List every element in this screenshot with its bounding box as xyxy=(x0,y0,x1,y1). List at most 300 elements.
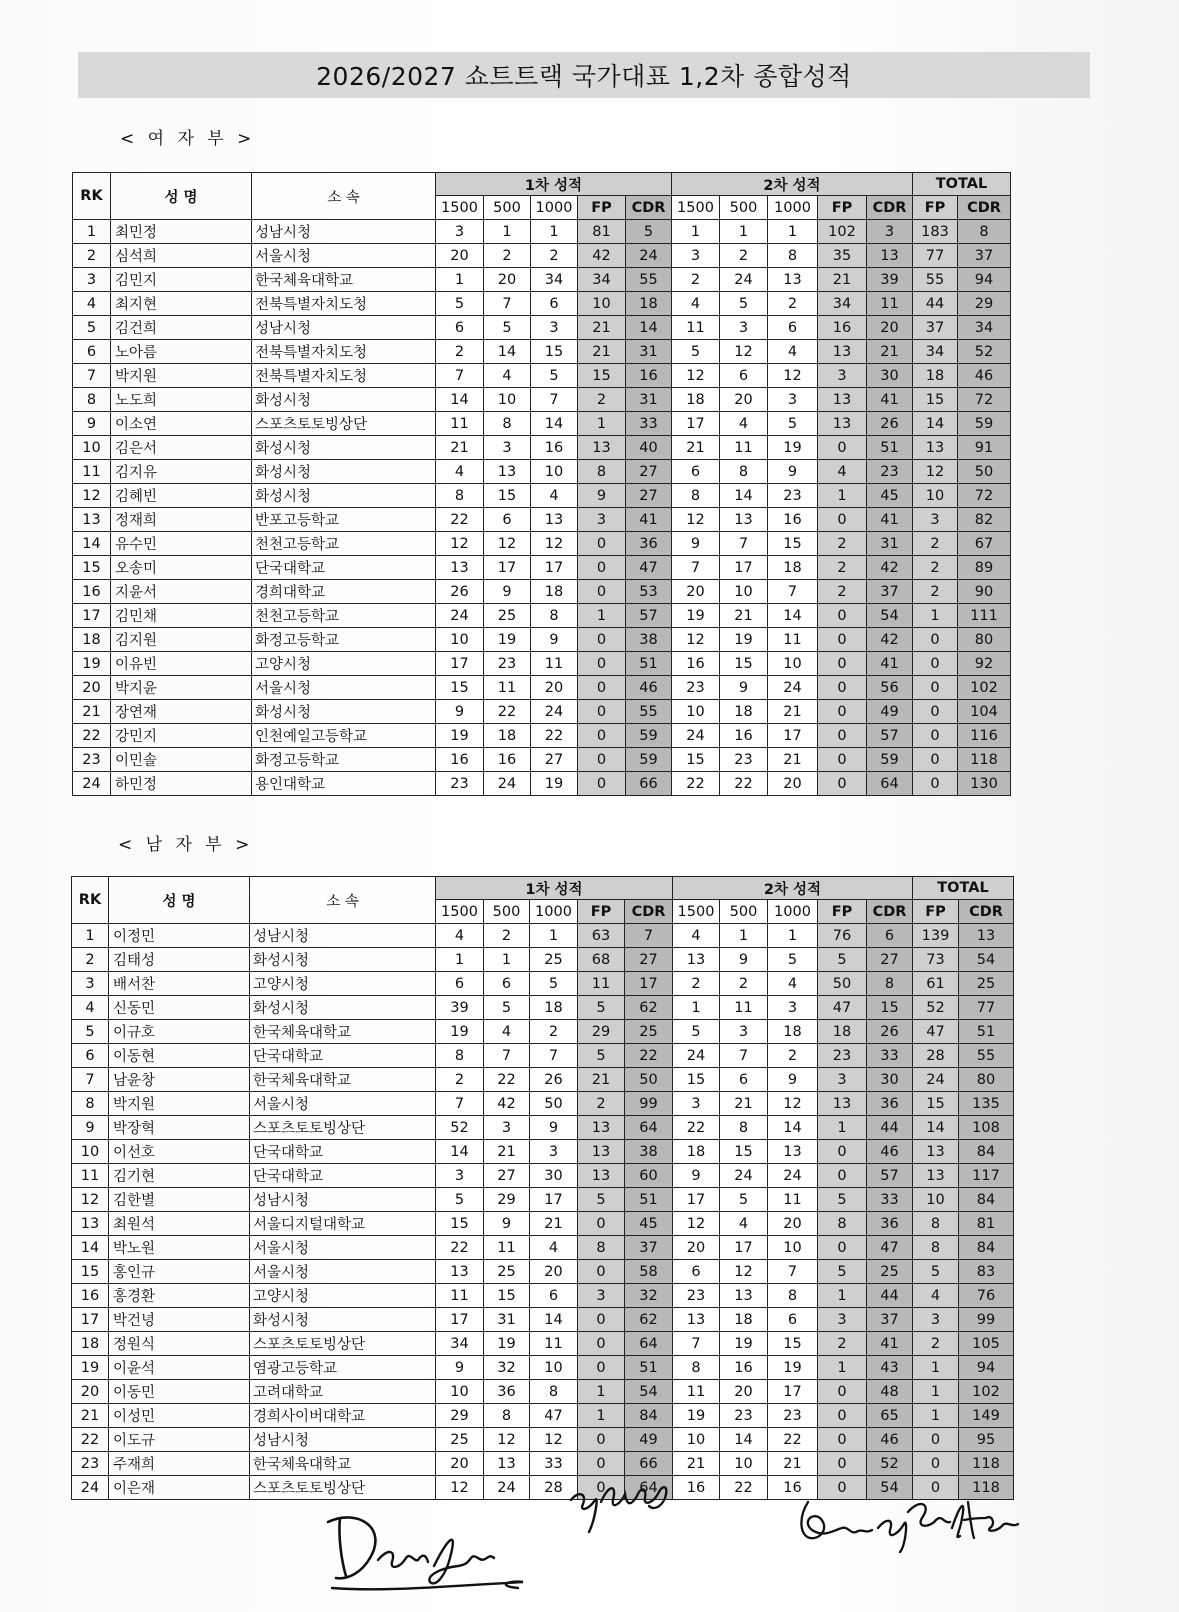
round2-cdr-cell: 64 xyxy=(867,772,913,796)
total-fp-cell: 47 xyxy=(913,1020,959,1044)
table-row xyxy=(73,532,1011,556)
round1-fp-cell: 0 xyxy=(578,580,626,604)
header-r1-fp: FP xyxy=(578,196,626,220)
round2-cdr-cell: 45 xyxy=(867,484,913,508)
total-fp-cell: 13 xyxy=(913,1140,959,1164)
team-cell: 성남시청 xyxy=(250,924,436,948)
table-row xyxy=(73,748,1011,772)
round2-500-cell: 24 xyxy=(720,1164,768,1188)
rank-cell: 15 xyxy=(73,556,111,580)
round1-cdr-cell: 24 xyxy=(626,244,672,268)
round1-1000-cell: 16 xyxy=(531,436,578,460)
round1-cdr-cell: 49 xyxy=(625,1428,673,1452)
round2-1500-cell: 21 xyxy=(673,1452,720,1476)
header-total: TOTAL xyxy=(913,877,1014,900)
rank-cell: 24 xyxy=(72,1476,109,1500)
name-cell: 배서찬 xyxy=(109,972,250,996)
round2-cdr-cell: 46 xyxy=(867,1428,913,1452)
round1-500-cell: 5 xyxy=(484,996,530,1020)
round2-1500-cell: 8 xyxy=(673,1356,720,1380)
round1-1500-cell: 52 xyxy=(436,1116,484,1140)
round2-cdr-cell: 25 xyxy=(867,1260,913,1284)
total-fp-cell: 55 xyxy=(913,268,958,292)
round1-fp-cell: 5 xyxy=(578,996,625,1020)
round2-fp-cell: 5 xyxy=(818,1260,867,1284)
round1-cdr-cell: 37 xyxy=(625,1236,673,1260)
total-cdr-cell: 51 xyxy=(959,1020,1014,1044)
name-cell: 이정민 xyxy=(109,924,250,948)
rank-cell: 2 xyxy=(73,244,111,268)
round2-500-cell: 18 xyxy=(720,700,768,724)
team-cell: 화성시청 xyxy=(250,996,436,1020)
table-row xyxy=(73,340,1011,364)
round2-cdr-cell: 65 xyxy=(867,1404,913,1428)
total-cdr-cell: 118 xyxy=(959,1476,1014,1500)
round1-1500-cell: 21 xyxy=(436,436,484,460)
round2-1500-cell: 13 xyxy=(673,948,720,972)
table-row xyxy=(72,1068,1014,1092)
round2-fp-cell: 1 xyxy=(818,1356,867,1380)
round2-1500-cell: 12 xyxy=(672,508,720,532)
table-row xyxy=(72,996,1014,1020)
round2-cdr-cell: 33 xyxy=(867,1188,913,1212)
team-cell: 서울시청 xyxy=(250,1260,436,1284)
round2-1000-cell: 4 xyxy=(768,972,818,996)
name-cell: 주재희 xyxy=(109,1452,250,1476)
round2-1000-cell: 18 xyxy=(768,556,818,580)
round1-1500-cell: 3 xyxy=(436,1164,484,1188)
header-round1: 1차 성적 xyxy=(436,173,672,196)
round2-cdr-cell: 44 xyxy=(867,1116,913,1140)
round1-cdr-cell: 50 xyxy=(625,1068,673,1092)
round2-fp-cell: 34 xyxy=(818,292,867,316)
total-cdr-cell: 89 xyxy=(958,556,1011,580)
round2-1000-cell: 11 xyxy=(768,628,818,652)
round2-1000-cell: 10 xyxy=(768,652,818,676)
header-r2-1500: 1500 xyxy=(673,900,720,924)
total-fp-cell: 10 xyxy=(913,484,958,508)
round2-fp-cell: 23 xyxy=(818,1044,867,1068)
table-row xyxy=(72,1116,1014,1140)
round2-1000-cell: 12 xyxy=(768,364,818,388)
round1-500-cell: 42 xyxy=(484,1092,530,1116)
team-cell: 성남시청 xyxy=(250,1188,436,1212)
name-cell: 이유빈 xyxy=(111,652,252,676)
name-cell: 이민솔 xyxy=(111,748,252,772)
round1-cdr-cell: 64 xyxy=(625,1332,673,1356)
round1-fp-cell: 1 xyxy=(578,412,626,436)
round2-1500-cell: 11 xyxy=(673,1380,720,1404)
round1-cdr-cell: 38 xyxy=(625,1140,673,1164)
rank-cell: 5 xyxy=(73,316,111,340)
rank-cell: 10 xyxy=(73,436,111,460)
round2-1000-cell: 5 xyxy=(768,948,818,972)
header-row-groups xyxy=(73,173,1011,196)
round1-cdr-cell: 57 xyxy=(626,604,672,628)
name-cell: 최지현 xyxy=(111,292,252,316)
round1-fp-cell: 10 xyxy=(578,292,626,316)
name-cell: 김태성 xyxy=(109,948,250,972)
round2-cdr-cell: 41 xyxy=(867,508,913,532)
round2-cdr-cell: 15 xyxy=(867,996,913,1020)
round2-500-cell: 9 xyxy=(720,676,768,700)
round1-500-cell: 11 xyxy=(484,676,531,700)
round1-fp-cell: 13 xyxy=(578,1140,625,1164)
round1-1500-cell: 19 xyxy=(436,724,484,748)
round1-cdr-cell: 64 xyxy=(625,1116,673,1140)
round1-1000-cell: 8 xyxy=(531,604,578,628)
round1-cdr-cell: 54 xyxy=(625,1380,673,1404)
total-cdr-cell: 105 xyxy=(959,1332,1014,1356)
team-cell: 고려대학교 xyxy=(250,1380,436,1404)
name-cell: 이선호 xyxy=(109,1140,250,1164)
name-cell: 김지유 xyxy=(111,460,252,484)
total-fp-cell: 3 xyxy=(913,508,958,532)
rank-cell: 5 xyxy=(72,1020,109,1044)
round2-500-cell: 1 xyxy=(720,220,768,244)
total-fp-cell: 2 xyxy=(913,1332,959,1356)
round1-500-cell: 18 xyxy=(484,724,531,748)
total-fp-cell: 0 xyxy=(913,1452,959,1476)
rank-cell: 8 xyxy=(73,388,111,412)
round2-fp-cell: 76 xyxy=(818,924,867,948)
round2-1500-cell: 2 xyxy=(673,972,720,996)
round1-1000-cell: 12 xyxy=(531,532,578,556)
round2-1000-cell: 21 xyxy=(768,700,818,724)
round2-1000-cell: 24 xyxy=(768,1164,818,1188)
total-cdr-cell: 117 xyxy=(959,1164,1014,1188)
round1-cdr-cell: 58 xyxy=(625,1260,673,1284)
team-cell: 경희대학교 xyxy=(252,580,436,604)
table-row xyxy=(72,1380,1014,1404)
total-fp-cell: 13 xyxy=(913,1164,959,1188)
round2-fp-cell: 0 xyxy=(818,772,867,796)
round1-1500-cell: 8 xyxy=(436,484,484,508)
header-name: 성 명 xyxy=(111,173,252,220)
round2-fp-cell: 102 xyxy=(818,220,867,244)
round2-1500-cell: 15 xyxy=(672,748,720,772)
round1-500-cell: 17 xyxy=(484,556,531,580)
round1-1000-cell: 8 xyxy=(530,1380,578,1404)
table-row xyxy=(72,1020,1014,1044)
round1-500-cell: 22 xyxy=(484,700,531,724)
round2-cdr-cell: 13 xyxy=(867,244,913,268)
round2-1500-cell: 5 xyxy=(673,1020,720,1044)
round1-cdr-cell: 38 xyxy=(626,628,672,652)
round2-fp-cell: 18 xyxy=(818,1020,867,1044)
round2-1500-cell: 18 xyxy=(673,1140,720,1164)
round1-500-cell: 20 xyxy=(484,268,531,292)
table-row xyxy=(72,1428,1014,1452)
table-row xyxy=(73,388,1011,412)
table-row xyxy=(73,460,1011,484)
round2-1500-cell: 6 xyxy=(672,460,720,484)
name-cell: 지윤서 xyxy=(111,580,252,604)
round2-500-cell: 19 xyxy=(720,1332,768,1356)
round1-fp-cell: 2 xyxy=(578,1092,625,1116)
round2-1000-cell: 4 xyxy=(768,340,818,364)
round1-1000-cell: 2 xyxy=(530,1020,578,1044)
round1-fp-cell: 1 xyxy=(578,1404,625,1428)
rank-cell: 14 xyxy=(73,532,111,556)
round1-1500-cell: 11 xyxy=(436,412,484,436)
total-fp-cell: 37 xyxy=(913,316,958,340)
round1-1500-cell: 24 xyxy=(436,604,484,628)
round2-fp-cell: 5 xyxy=(818,1188,867,1212)
round1-1000-cell: 7 xyxy=(531,388,578,412)
round2-500-cell: 17 xyxy=(720,1236,768,1260)
round1-1500-cell: 22 xyxy=(436,1236,484,1260)
signature-left xyxy=(318,1488,533,1600)
round1-1000-cell: 18 xyxy=(531,580,578,604)
round1-1000-cell: 34 xyxy=(531,268,578,292)
round2-cdr-cell: 41 xyxy=(867,1332,913,1356)
total-cdr-cell: 80 xyxy=(958,628,1011,652)
name-cell: 강민지 xyxy=(111,724,252,748)
round1-cdr-cell: 27 xyxy=(626,460,672,484)
rank-cell: 8 xyxy=(72,1092,109,1116)
rank-cell: 23 xyxy=(72,1452,109,1476)
team-cell: 화성시청 xyxy=(250,1308,436,1332)
round2-500-cell: 11 xyxy=(720,996,768,1020)
total-cdr-cell: 46 xyxy=(958,364,1011,388)
round2-cdr-cell: 36 xyxy=(867,1212,913,1236)
round2-1500-cell: 12 xyxy=(673,1212,720,1236)
round2-500-cell: 12 xyxy=(720,1260,768,1284)
round1-500-cell: 24 xyxy=(484,1476,530,1500)
women-section-label: < 여 자 부 > xyxy=(120,129,256,149)
team-cell: 천천고등학교 xyxy=(252,604,436,628)
round1-fp-cell: 0 xyxy=(578,772,626,796)
header-r2-fp: FP xyxy=(818,196,867,220)
table-row xyxy=(73,316,1011,340)
round2-fp-cell: 0 xyxy=(818,628,867,652)
total-fp-cell: 2 xyxy=(913,532,958,556)
name-cell: 최민정 xyxy=(111,220,252,244)
round2-1500-cell: 4 xyxy=(673,924,720,948)
round1-fp-cell: 0 xyxy=(578,652,626,676)
round2-1000-cell: 14 xyxy=(768,1116,818,1140)
round1-1500-cell: 2 xyxy=(436,1068,484,1092)
table-row xyxy=(72,1044,1014,1068)
header-total-cdr: CDR xyxy=(959,900,1014,924)
round1-cdr-cell: 66 xyxy=(626,772,672,796)
header-total-fp: FP xyxy=(913,900,959,924)
round2-1000-cell: 17 xyxy=(768,724,818,748)
total-cdr-cell: 90 xyxy=(958,580,1011,604)
header-r1-cdr: CDR xyxy=(626,196,672,220)
round1-fp-cell: 0 xyxy=(578,628,626,652)
team-cell: 단국대학교 xyxy=(252,556,436,580)
table-row xyxy=(73,508,1011,532)
round1-cdr-cell: 55 xyxy=(626,700,672,724)
round1-500-cell: 8 xyxy=(484,412,531,436)
round1-fp-cell: 3 xyxy=(578,1284,625,1308)
round2-500-cell: 15 xyxy=(720,652,768,676)
round1-1500-cell: 23 xyxy=(436,772,484,796)
round1-1000-cell: 14 xyxy=(531,412,578,436)
total-cdr-cell: 130 xyxy=(958,772,1011,796)
round1-1500-cell: 6 xyxy=(436,316,484,340)
total-fp-cell: 15 xyxy=(913,388,958,412)
round1-1000-cell: 13 xyxy=(531,508,578,532)
header-r1-1000: 1000 xyxy=(531,196,578,220)
total-fp-cell: 0 xyxy=(913,772,958,796)
round1-fp-cell: 21 xyxy=(578,316,626,340)
round2-500-cell: 10 xyxy=(720,1452,768,1476)
name-cell: 박장혁 xyxy=(109,1116,250,1140)
round1-500-cell: 5 xyxy=(484,316,531,340)
round2-1500-cell: 8 xyxy=(672,484,720,508)
total-fp-cell: 2 xyxy=(913,580,958,604)
round2-1000-cell: 1 xyxy=(768,220,818,244)
total-fp-cell: 13 xyxy=(913,436,958,460)
round2-1000-cell: 15 xyxy=(768,532,818,556)
round2-cdr-cell: 41 xyxy=(867,652,913,676)
round2-fp-cell: 0 xyxy=(818,1476,867,1500)
round2-1500-cell: 13 xyxy=(673,1308,720,1332)
team-cell: 단국대학교 xyxy=(250,1164,436,1188)
round1-cdr-cell: 62 xyxy=(625,996,673,1020)
total-cdr-cell: 84 xyxy=(959,1188,1014,1212)
round2-fp-cell: 0 xyxy=(818,1404,867,1428)
rank-cell: 11 xyxy=(73,460,111,484)
round1-500-cell: 22 xyxy=(484,1068,530,1092)
round1-1500-cell: 7 xyxy=(436,1092,484,1116)
total-fp-cell: 5 xyxy=(913,1260,959,1284)
round1-1000-cell: 22 xyxy=(531,724,578,748)
round2-fp-cell: 3 xyxy=(818,1308,867,1332)
round1-cdr-cell: 18 xyxy=(626,292,672,316)
round1-1000-cell: 47 xyxy=(530,1404,578,1428)
total-fp-cell: 1 xyxy=(913,1404,959,1428)
header-total: TOTAL xyxy=(913,173,1011,196)
round2-500-cell: 14 xyxy=(720,1428,768,1452)
total-cdr-cell: 13 xyxy=(959,924,1014,948)
round2-1500-cell: 12 xyxy=(672,364,720,388)
round2-cdr-cell: 47 xyxy=(867,1236,913,1260)
round2-1500-cell: 3 xyxy=(672,244,720,268)
round1-500-cell: 31 xyxy=(484,1308,530,1332)
round1-1000-cell: 21 xyxy=(530,1212,578,1236)
round1-fp-cell: 0 xyxy=(578,556,626,580)
name-cell: 박지원 xyxy=(111,364,252,388)
round1-1000-cell: 14 xyxy=(530,1308,578,1332)
round1-fp-cell: 0 xyxy=(578,748,626,772)
team-cell: 서울시청 xyxy=(250,1236,436,1260)
table-row xyxy=(73,628,1011,652)
round2-fp-cell: 16 xyxy=(818,316,867,340)
rank-cell: 3 xyxy=(72,972,109,996)
round2-cdr-cell: 52 xyxy=(867,1452,913,1476)
round2-500-cell: 15 xyxy=(720,1140,768,1164)
round1-fp-cell: 1 xyxy=(578,604,626,628)
name-cell: 이은재 xyxy=(109,1476,250,1500)
header-total-cdr: CDR xyxy=(958,196,1011,220)
team-cell: 화성시청 xyxy=(252,436,436,460)
round1-1000-cell: 9 xyxy=(530,1116,578,1140)
round2-1000-cell: 11 xyxy=(768,1188,818,1212)
rank-cell: 17 xyxy=(73,604,111,628)
round2-1000-cell: 16 xyxy=(768,1476,818,1500)
round1-1500-cell: 1 xyxy=(436,268,484,292)
rank-cell: 10 xyxy=(72,1140,109,1164)
round1-1500-cell: 10 xyxy=(436,628,484,652)
total-fp-cell: 61 xyxy=(913,972,959,996)
round1-1000-cell: 20 xyxy=(530,1260,578,1284)
table-row xyxy=(72,948,1014,972)
round2-fp-cell: 0 xyxy=(818,1164,867,1188)
round2-fp-cell: 2 xyxy=(818,556,867,580)
round2-fp-cell: 47 xyxy=(818,996,867,1020)
round1-1500-cell: 6 xyxy=(436,972,484,996)
round2-1500-cell: 3 xyxy=(673,1092,720,1116)
round2-cdr-cell: 46 xyxy=(867,1140,913,1164)
round2-fp-cell: 13 xyxy=(818,340,867,364)
team-cell: 화성시청 xyxy=(252,460,436,484)
round1-1000-cell: 25 xyxy=(530,948,578,972)
round1-500-cell: 19 xyxy=(484,1332,530,1356)
round2-fp-cell: 0 xyxy=(818,1380,867,1404)
round1-1500-cell: 10 xyxy=(436,1380,484,1404)
team-cell: 고양시청 xyxy=(250,972,436,996)
total-cdr-cell: 92 xyxy=(958,652,1011,676)
rank-cell: 4 xyxy=(72,996,109,1020)
total-fp-cell: 1 xyxy=(913,604,958,628)
rank-cell: 13 xyxy=(72,1212,109,1236)
round1-1000-cell: 2 xyxy=(531,244,578,268)
round1-1000-cell: 3 xyxy=(531,316,578,340)
round2-fp-cell: 13 xyxy=(818,388,867,412)
round2-cdr-cell: 20 xyxy=(867,316,913,340)
total-cdr-cell: 50 xyxy=(958,460,1011,484)
round1-500-cell: 3 xyxy=(484,436,531,460)
round1-cdr-cell: 41 xyxy=(626,508,672,532)
round2-500-cell: 2 xyxy=(720,972,768,996)
round1-1500-cell: 9 xyxy=(436,1356,484,1380)
rank-cell: 6 xyxy=(73,340,111,364)
round1-500-cell: 10 xyxy=(484,388,531,412)
total-fp-cell: 0 xyxy=(913,724,958,748)
men-results-table xyxy=(71,876,1014,1500)
total-cdr-cell: 72 xyxy=(958,484,1011,508)
round2-1000-cell: 20 xyxy=(768,772,818,796)
round2-1000-cell: 7 xyxy=(768,580,818,604)
round2-1000-cell: 23 xyxy=(768,484,818,508)
round1-500-cell: 2 xyxy=(484,924,530,948)
round2-1500-cell: 24 xyxy=(672,724,720,748)
round2-cdr-cell: 11 xyxy=(867,292,913,316)
team-cell: 성남시청 xyxy=(252,220,436,244)
table-row xyxy=(73,676,1011,700)
round2-500-cell: 16 xyxy=(720,724,768,748)
table-row xyxy=(73,220,1011,244)
round2-cdr-cell: 36 xyxy=(867,1092,913,1116)
round2-500-cell: 11 xyxy=(720,436,768,460)
round2-fp-cell: 3 xyxy=(818,364,867,388)
round1-1000-cell: 17 xyxy=(531,556,578,580)
round1-1000-cell: 28 xyxy=(530,1476,578,1500)
round1-cdr-cell: 36 xyxy=(626,532,672,556)
round1-1000-cell: 17 xyxy=(530,1188,578,1212)
rank-cell: 9 xyxy=(72,1116,109,1140)
table-row xyxy=(72,1260,1014,1284)
round2-1000-cell: 8 xyxy=(768,244,818,268)
name-cell: 이도규 xyxy=(109,1428,250,1452)
round1-cdr-cell: 45 xyxy=(625,1212,673,1236)
document-title xyxy=(78,52,1090,98)
round1-500-cell: 12 xyxy=(484,1428,530,1452)
